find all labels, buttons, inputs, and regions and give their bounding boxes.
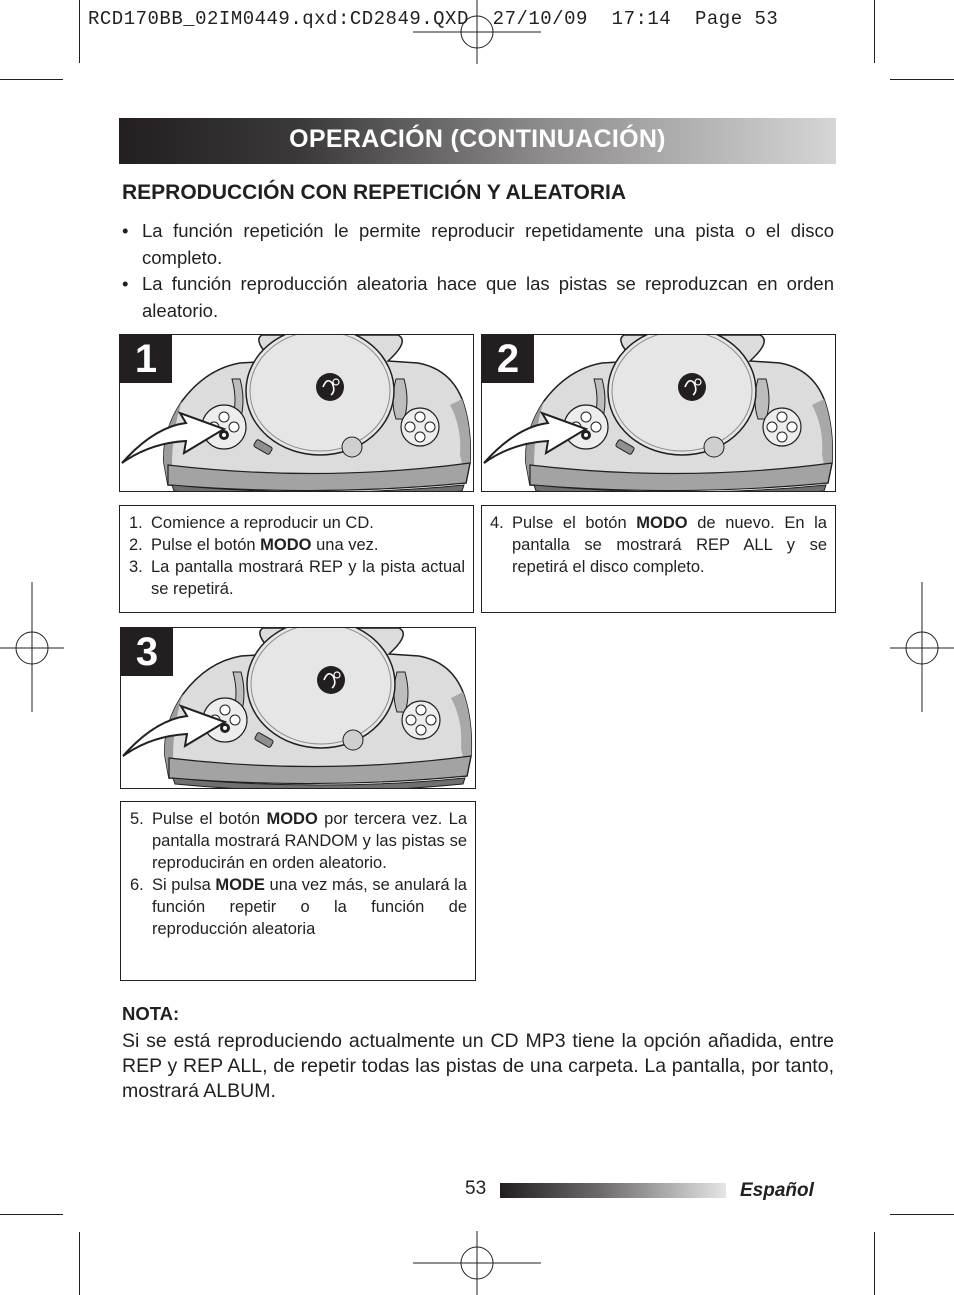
step-item: 5. Pulse el botón MODO por tercera vez. La pantalla mostrará RANDOM y las pistas se reproducirán en orden aleatorio. [130,810,467,872]
print-slug: RCD170BB_02IM0449.qxd:CD2849.QXD 27/10/09 17:14 Page 53 [88,8,779,30]
bullet-item: • La función repetición le permite reproducir repetidamente una pista o el disco completo. [122,218,834,271]
cd-player-illustration [121,628,475,788]
caption-box-steps-1-3 [119,505,474,613]
registration-mark-right [890,582,954,712]
step-badge: 3 [121,628,173,676]
registration-mark-left [0,582,64,712]
section-subheading: REPRODUCCIÓN CON REPETICIÓN Y ALEATORIA [122,181,627,204]
bullet-item: • La función reproducción aleatoria hace que las pistas se reproduzcan en orden aleatorio. [122,271,834,324]
step-item: 2. Pulse el botón MODO una vez. [129,536,379,554]
page-title: OPERACIÓN (CONTINUACIÓN) [289,125,666,153]
intro-bullet-list [122,218,834,324]
footer-gradient-bar [500,1183,726,1198]
footer-language: Español [740,1180,814,1201]
step-item: 4. Pulse el botón MODO de nuevo. En la pantalla se mostrará REP ALL y se repetirá el disco completo. [490,514,827,576]
caption-box-step-4 [481,505,836,613]
cd-player-illustration [482,335,835,491]
page-number: 53 [465,1178,487,1199]
step-item: 3. La pantalla mostrará REP y la pista actual se repetirá. [129,558,465,598]
registration-mark-top [413,0,543,64]
step-figure-1 [119,334,474,492]
step-item: 6. Si pulsa MODE una vez más, se anulará la función repetir o la función de reproducción aleatoria [130,876,467,938]
registration-mark-bottom [413,1231,543,1295]
note-label: NOTA: [122,1003,180,1024]
caption-box-steps-5-6 [120,801,476,981]
note-text: Si se está reproduciendo actualmente un CD MP3 tiene la opción añadida, entre REP y REP ALL, de repetir todas las pistas de una carpeta. La pantalla, por tanto, mostrará ALBUM. [122,1030,834,1102]
step-badge: 1 [120,335,172,383]
step-figure-2 [481,334,836,492]
section-header-bar [119,118,836,164]
cd-player-illustration [120,335,473,491]
step-figure-3 [120,627,476,789]
step-item: 1. Comience a reproducir un CD. [129,514,374,532]
step-badge: 2 [482,335,534,383]
